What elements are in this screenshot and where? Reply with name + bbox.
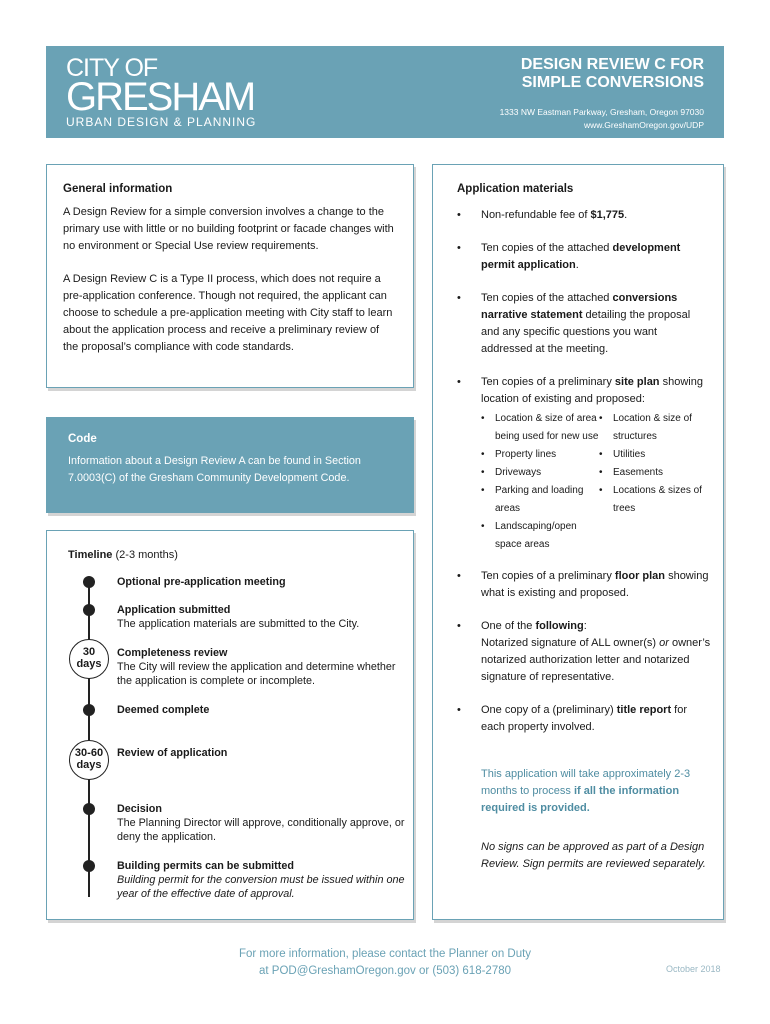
site-item: • Location & size of structures <box>599 410 709 446</box>
site-item: • Easements <box>599 464 709 482</box>
timeline-event-completeness: Completeness review The City will review the application and determine whether the application is complete or incomplete. <box>117 647 396 687</box>
processing-time-note: This application will take approximately 2-3 months to process if all the information required is provided. <box>481 768 691 814</box>
code-box <box>46 417 414 513</box>
material-item-title-report: • One copy of a (preliminary) title report for each property involved. <box>457 702 711 736</box>
timeline-dot <box>83 604 95 616</box>
materials-heading: Application materials <box>457 183 574 195</box>
contact-link[interactable]: at POD@GreshamOregon.gov or (503) 618-2780 <box>258 965 512 977</box>
general-information-card <box>46 164 414 388</box>
timeline-dot <box>83 860 95 872</box>
document-title: DESIGN REVIEW C FOR SIMPLE CONVERSIONS <box>520 56 704 91</box>
code-heading: Code <box>68 433 97 445</box>
site-item: • Utilities <box>599 446 709 464</box>
timeline-event-decision: Decision The Planning Director will approve, conditionally approve, or deny the application. <box>117 803 405 843</box>
duration-badge-30-days: 30 days <box>69 639 109 679</box>
timeline-dot <box>83 803 95 815</box>
site-item: • Driveways <box>481 464 599 482</box>
timeline-title: Timeline (2-3 months) <box>68 549 178 561</box>
site-item: • Landscaping/open space areas <box>481 518 599 554</box>
signs-note: No signs can be approved as part of a Design Review. Sign permits are reviewed separately. <box>481 841 706 870</box>
header-banner <box>46 46 724 138</box>
logo-department: URBAN DESIGN & PLANNING <box>66 115 257 129</box>
logo-city-of: CITY OF <box>66 54 158 82</box>
site-plan-sublist <box>481 410 713 554</box>
timeline-dot <box>83 576 95 588</box>
general-para-2: A Design Review C is a Type II process, which does not require a pre-application conference. Though not required, the applicant can choose to schedule a pre-application meeting with City staff to learn about the application process and receive a preliminary review of the proposal’s compliance with code standards. <box>63 273 393 353</box>
revision-date: October 2018 <box>666 964 721 974</box>
timeline-event-preapp: Optional pre-application meeting <box>117 576 286 588</box>
timeline-event-submitted: Application submitted The application materials are submitted to the City. <box>117 604 360 630</box>
duration-badge-30-60-days: 30-60 days <box>69 740 109 780</box>
material-item-signatures: • One of the following: Notarized signature of ALL owner(s) or owner’s notarized authorization letter and notarized signature of representative. <box>457 618 711 686</box>
code-text: Information about a Design Review A can be found in Section 7.0003(C) of the Gresham Community Development Code. <box>68 455 361 484</box>
site-item: • Parking and loading areas <box>481 482 599 518</box>
logo-gresham: GRESHAM <box>66 75 255 119</box>
timeline-line <box>88 579 90 897</box>
city-logo <box>66 56 256 129</box>
timeline-card <box>46 530 414 920</box>
timeline-event-deemed-complete: Deemed complete <box>117 704 210 716</box>
header-contact <box>500 106 704 132</box>
material-item-site-plan: • Ten copies of a preliminary site plan showing location of existing and proposed: • Location & size of area being used for new use • Location & size of structures • Property lines • Utilities • Driveways • Easements • Parking and loading areas • Locations & sizes of trees • Landscaping/open space areas <box>457 374 711 554</box>
timeline-event-review: Review of application <box>117 747 228 759</box>
material-item-narrative: • Ten copies of the attached conversions narrative statement detailing the proposal and any specific questions you want addressed at the meeting. <box>457 290 711 358</box>
material-item-permit-application: • Ten copies of the attached development permit application. <box>457 240 711 274</box>
footer-contact: For more information, please contact the Planner on Duty at POD@GreshamOregon.gov or (503) 618-2780 <box>0 946 770 980</box>
site-item: • Locations & sizes of trees <box>599 482 709 518</box>
site-item: • Location & size of area being used for new use <box>481 410 599 446</box>
timeline-dot <box>83 704 95 716</box>
address: 1333 NW Eastman Parkway, Gresham, Oregon 97030 <box>499 107 704 117</box>
material-item-floor-plan: • Ten copies of a preliminary floor plan showing what is existing and proposed. <box>457 568 711 602</box>
general-para-1: A Design Review for a simple conversion involves a change to the primary use with little or no building footprint or facade changes with no environment or Special Use review requirements. <box>63 206 394 252</box>
website-link[interactable]: www.GreshamOregon.gov/UDP <box>584 120 704 130</box>
timeline-event-building-permits: Building permits can be submitted Building permit for the conversion must be issued within one year of the effective date of approval. <box>117 860 405 900</box>
general-heading: General information <box>63 183 173 195</box>
material-item-fee: • Non-refundable fee of $1,775. <box>457 207 711 224</box>
application-materials-card <box>432 164 724 920</box>
site-item: • Property lines <box>481 446 599 464</box>
